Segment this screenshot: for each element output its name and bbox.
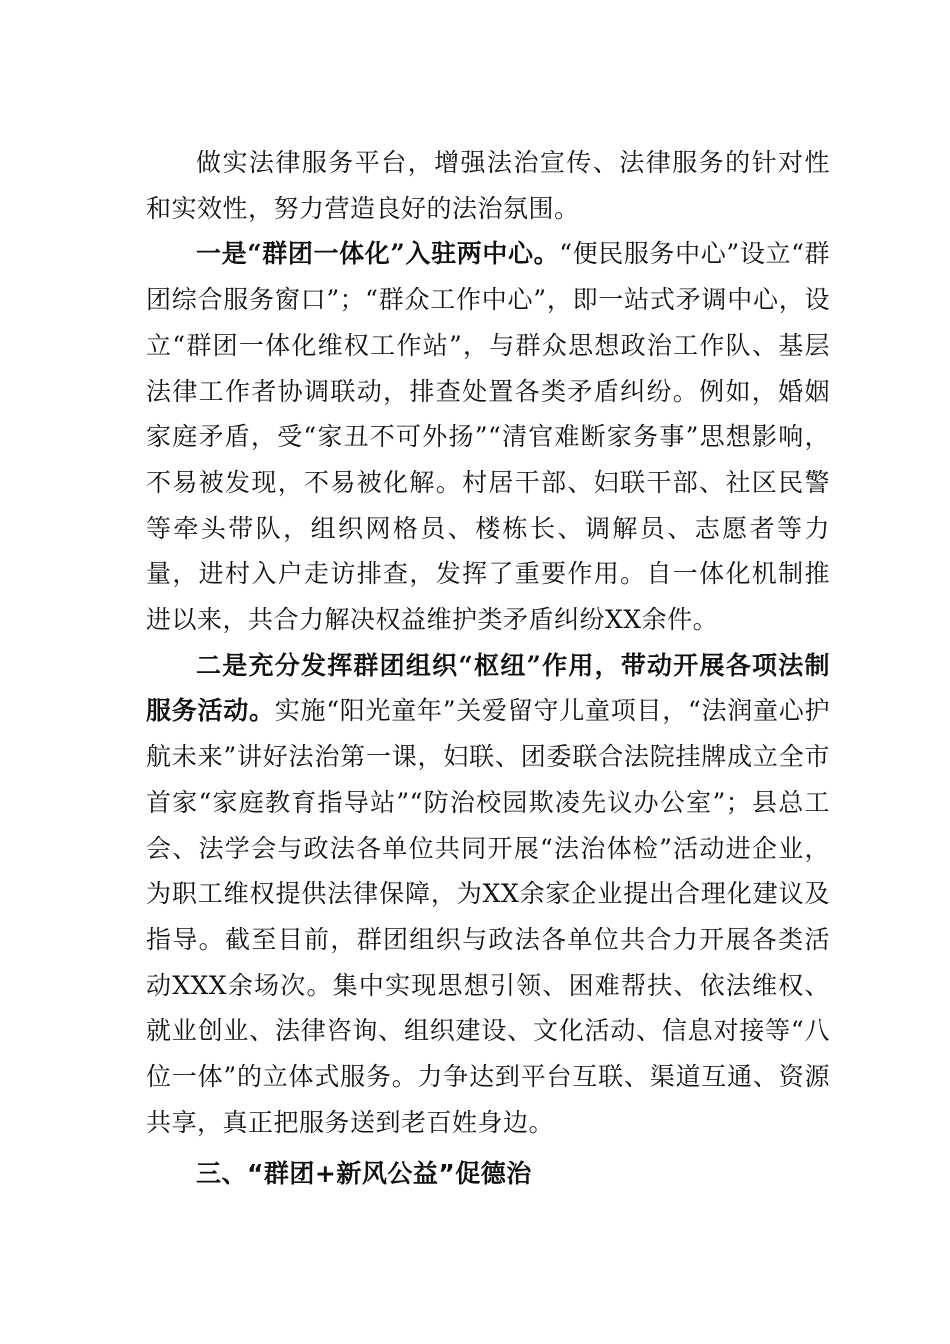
paragraph-point-two [146, 643, 830, 1146]
paragraph-intro-text: 做实法律服务平台，增强法治宣传、法律服务的针对性和实效性，努力营造良好的法治氛围。 [146, 148, 830, 223]
paragraph-point-one [146, 231, 830, 642]
paragraph-intro [146, 140, 830, 231]
point-two-lead: 二是充分发挥群团组织“枢纽”作用，带动开展各项法制服务活动。 [146, 650, 830, 726]
section-heading: 三、“群团+新风公益”促德治 [196, 1159, 532, 1189]
point-two-body: 实施“阳光童年”关爱留守儿童项目，“法润童心护航未来”讲好法治第一课，妇联、团委联合法院挂牌成立全市首家“家庭教育指导站”“防治校园欺凌先议办公室”；县总工会、法学会与政法各单位共同开展“法治体检”活动进企业，为职工维权提供法律保障，为XX余家企业提出合理化建议及指导。截至目前，群团组织与政法各单位共合力开展各类活动XXX余场次。集中实现思想引领、困难帮扶、依法维权、就业创业、法律咨询、组织建设、文化活动、信息对接等“八位一体”的立体式服务。力争达到平台互联、渠道互通、资源共享，真正把服务送到老百姓身边。 [146, 696, 830, 1137]
point-one-body: “便民服务中心”设立“群团综合服务窗口”；“群众工作中心”，即一站式矛调中心，设立“群团一体化维权工作站”，与群众思想政治工作队、基层法律工作者协调联动，排查处置各类矛盾纠纷。例如，婚姻家庭矛盾，受“家丑不可外扬”“清官难断家务事”思想影响，不易被发现，不易被化解。村居干部、妇联干部、社区民警等牵头带队，组织网格员、楼栋长、调解员、志愿者等力量，进村入户走访排查，发挥了重要作用。自一体化机制推进以来，共合力解决权益维护类矛盾纠纷XX余件。 [146, 239, 830, 635]
point-one-lead: 一是“群团一体化”入驻两中心。 [196, 239, 560, 269]
document-body [146, 140, 830, 1199]
